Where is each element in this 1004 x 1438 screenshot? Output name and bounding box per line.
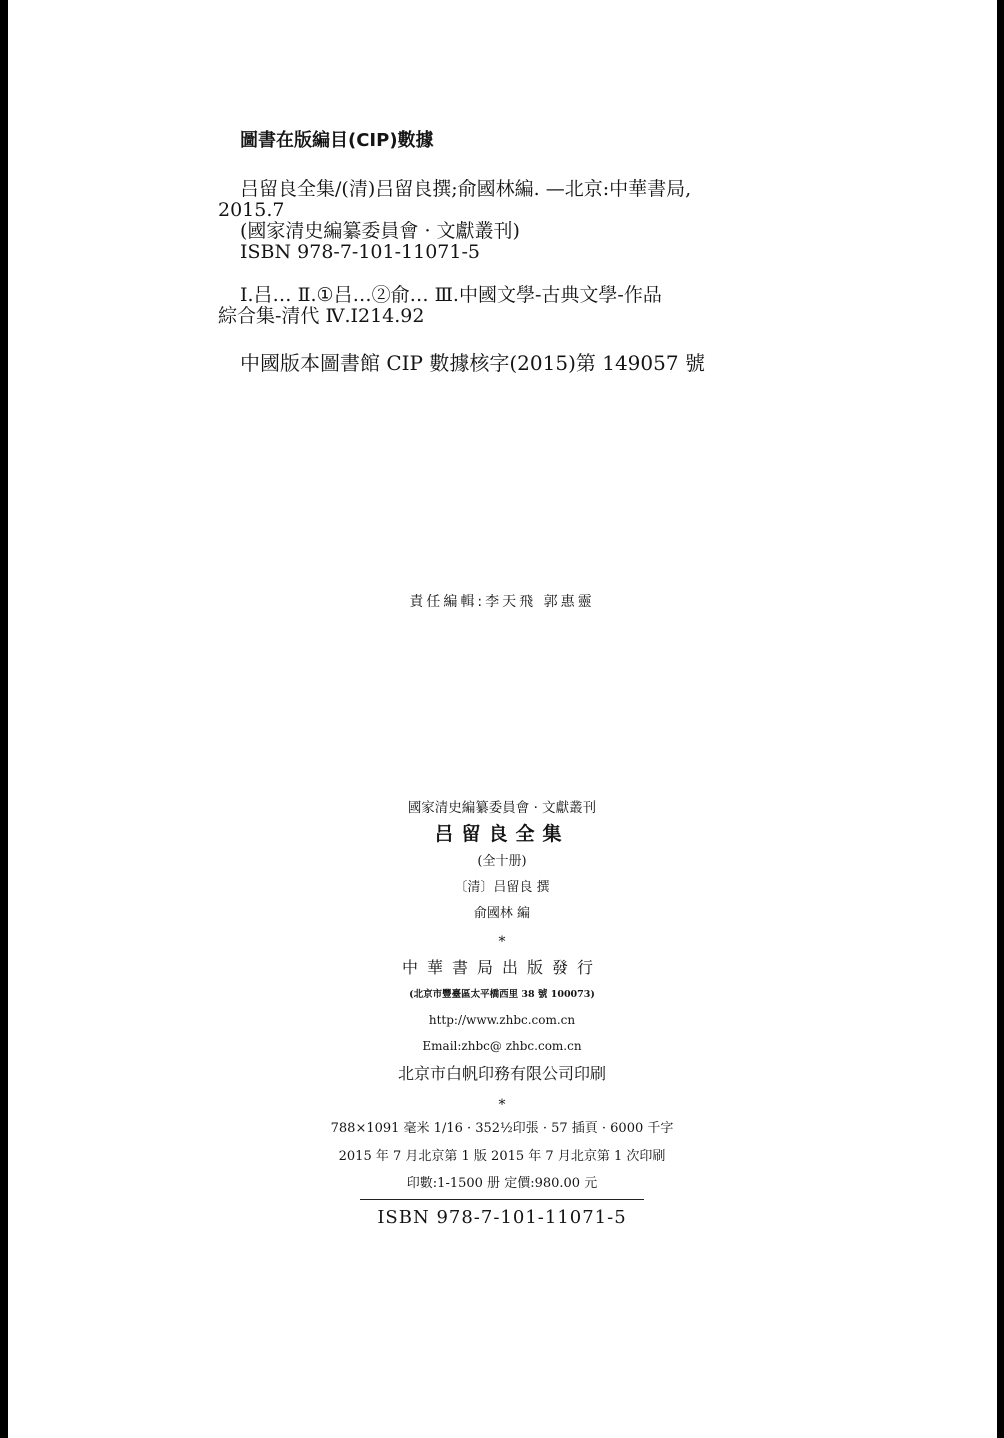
colophon-publisher: 中華書局出版發行 (401, 958, 602, 977)
colophon-isbn: ISBN 978-7-101-11071-5 (377, 1207, 627, 1228)
colophon-separator-2: * (498, 1097, 506, 1113)
cip-block (218, 130, 818, 374)
cip-line-classification: Ⅰ.吕… Ⅱ.①吕…②俞… Ⅲ.中國文學-古典文學-作品 (240, 284, 662, 306)
cip-heading: 圖書在版編目(CIP)數據 (240, 130, 434, 151)
colophon-address: (北京市豐臺區太平橋西里 38 號 100073) (409, 989, 595, 1000)
colophon-author: 〔清〕吕留良 撰 (454, 880, 550, 895)
cip-line-record-number: 中國版本圖書館 CIP 數據核字(2015)第 149057 號 (240, 351, 705, 375)
cip-line-classification-cont: 綜合集-清代 Ⅳ.I214.92 (218, 305, 425, 327)
cip-line-citation: 吕留良全集/(清)吕留良撰;俞國林編. —北京:中華書局, (240, 178, 692, 200)
colophon-rule (360, 1199, 644, 1200)
cip-line-isbn: ISBN 978-7-101-11071-5 (240, 241, 480, 263)
colophon-title: 吕留良全集 (434, 823, 570, 845)
colophon-volumes: (全十册) (477, 854, 527, 869)
colophon-edition: 2015 年 7 月北京第 1 版 2015 年 7 月北京第 1 次印刷 (338, 1149, 666, 1164)
colophon-email: Email:zhbc@ zhbc.com.cn (422, 1039, 582, 1053)
colophon-separator: * (498, 934, 506, 950)
colophon-url: http://www.zhbc.com.cn (428, 1013, 576, 1027)
cip-line-series: (國家清史編纂委員會 · 文獻叢刊) (240, 220, 520, 242)
colophon-editor: 俞國林 編 (473, 906, 531, 921)
colophon-series: 國家清史編纂委員會 · 文獻叢刊 (407, 800, 597, 816)
cip-line-date: 2015.7 (218, 199, 285, 221)
colophon-printer: 北京市白帆印務有限公司印刷 (397, 1064, 606, 1083)
colophon-print-run-price: 印數:1-1500 册 定價:980.00 元 (406, 1176, 598, 1191)
colophon (0, 797, 1004, 1230)
responsible-editors: 責任編輯:李天飛 郭惠靈 (409, 594, 595, 610)
colophon-specifications: 788×1091 毫米 1/16 · 352½印張 · 57 插頁 · 6000 千字 (330, 1121, 674, 1136)
